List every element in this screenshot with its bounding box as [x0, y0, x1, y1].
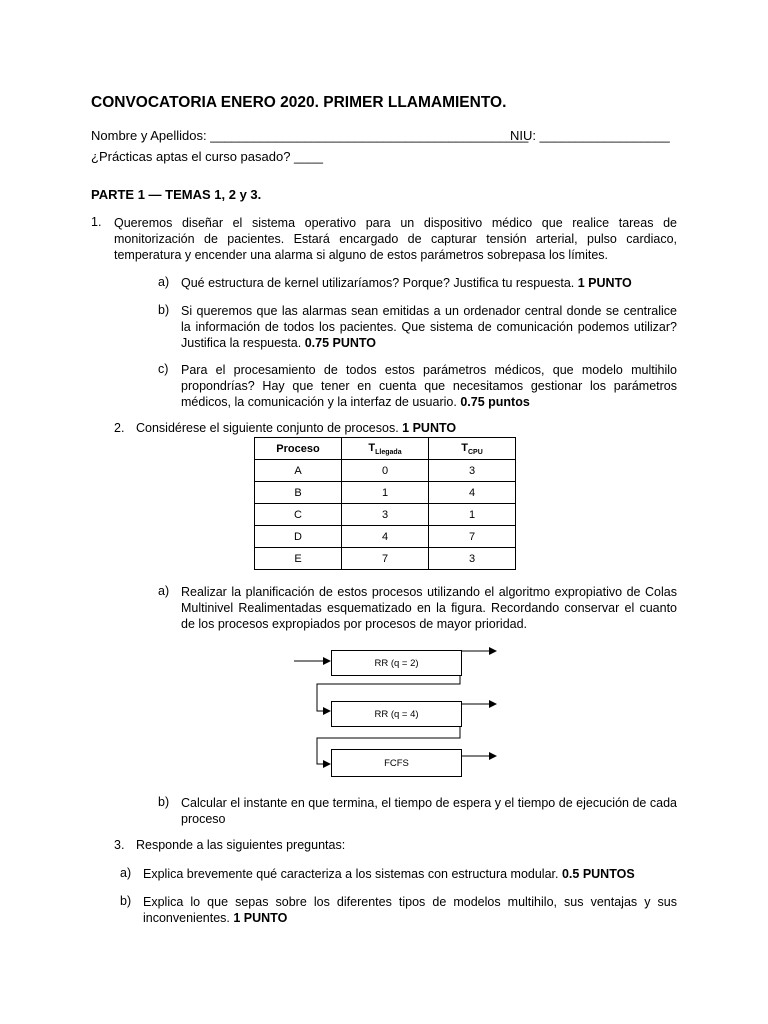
cell-llegada: 0	[342, 460, 429, 482]
q3-number: 3.	[114, 838, 125, 852]
table-row	[255, 548, 516, 570]
q3b-points: 1 PUNTO	[233, 911, 288, 925]
cell-cpu: 7	[429, 526, 516, 548]
table-header-row	[255, 438, 516, 460]
q3b-item	[143, 894, 677, 926]
q3-text: Responde a las siguientes preguntas:	[136, 838, 346, 852]
cell-cpu: 4	[429, 482, 516, 504]
q1b-text: Si queremos que las alarmas sean emitidas a un ordenador central donde se centralice la información de todos los pacientes. Que sistema de comunicación podemos utilizar? Justifica la respuesta.	[181, 304, 677, 350]
q3a-points: 0.5 PUNTOS	[561, 867, 635, 881]
q2b-text: Calcular el instante en que termina, el tiempo de espera y el tiempo de ejecución de cada proceso	[181, 796, 677, 826]
cell-proceso: C	[255, 504, 342, 526]
cell-llegada: 4	[342, 526, 429, 548]
q1b-points: 0.75 PUNTO	[304, 336, 377, 350]
q2-number: 2.	[114, 421, 125, 435]
table-row	[255, 482, 516, 504]
part1-heading: PARTE 1 — TEMAS 1, 2 y 3.	[91, 187, 262, 202]
header-t-llegada: $T_{Llegada}$	[342, 438, 429, 460]
cell-proceso: A	[255, 460, 342, 482]
q3a-text: Explica brevemente qué caracteriza a los sistemas con estructura modular.	[143, 867, 559, 881]
process-table	[254, 437, 516, 570]
cell-llegada: 3	[342, 504, 429, 526]
cell-proceso: E	[255, 548, 342, 570]
q2-points: 1 PUNTO	[402, 421, 457, 435]
queue-rr-q2: RR (q = 2)	[331, 650, 462, 676]
table-row	[255, 504, 516, 526]
q3a-item	[143, 866, 677, 882]
page-title: CONVOCATORIA ENERO 2020. PRIMER LLAMAMIENTO.	[91, 94, 507, 111]
q1b-item	[181, 303, 677, 351]
name-field-label: Nombre y Apellidos: ____________________________________________	[91, 128, 529, 143]
niu-field-label: NIU: __________________	[510, 128, 670, 143]
cell-cpu: 3	[429, 460, 516, 482]
q1-number: 1.	[91, 215, 102, 229]
cell-cpu: 3	[429, 548, 516, 570]
q1a-text: Qué estructura de kernel utilizaríamos? Porque? Justifica tu respuesta.	[181, 276, 575, 290]
cell-proceso: D	[255, 526, 342, 548]
cell-cpu: 1	[429, 504, 516, 526]
q1a-points: 1 PUNTO	[577, 276, 632, 290]
q2-text: Considérese el siguiente conjunto de procesos.	[136, 421, 399, 435]
q3a-label: a)	[120, 866, 132, 880]
header-t-cpu: $T_{CPU}$	[429, 438, 516, 460]
q1c-item	[181, 362, 677, 410]
q2b-label: b)	[158, 795, 170, 809]
q1a-label: a)	[158, 275, 170, 289]
table-row	[255, 526, 516, 548]
queue-fcfs: FCFS	[331, 749, 462, 777]
q1c-label: c)	[158, 362, 169, 376]
q2a-label: a)	[158, 584, 170, 598]
header-proceso: Proceso	[255, 438, 342, 460]
practicas-field-label: ¿Prácticas aptas el curso pasado? ____	[91, 149, 323, 164]
q3b-text: Explica lo que sepas sobre los diferentes tipos de modelos multihilo, sus ventajas y sus inconvenientes.	[143, 895, 677, 925]
q1c-text: Para el procesamiento de todos estos parámetros médicos, que modelo multihilo propondrías? Hay que tener en cuenta que necesitamos gestionar los parámetros médicos, la comunicación y la interfaz de usuario.	[181, 363, 677, 409]
table-row	[255, 460, 516, 482]
q1-text: Queremos diseñar el sistema operativo para un dispositivo médico que realice tareas de monitorización de pacientes. Estará encargado de capturar tensión arterial, pulso cardiaco, temperatura y encender una alarma si alguno de estos parámetros sobrepasa los límites.	[114, 216, 677, 262]
cell-proceso: B	[255, 482, 342, 504]
queue-rr-q4: RR (q = 4)	[331, 701, 462, 727]
q1b-label: b)	[158, 303, 170, 317]
q3b-label: b)	[120, 894, 132, 908]
cell-llegada: 7	[342, 548, 429, 570]
q1c-points: 0.75 puntos	[460, 395, 530, 409]
cell-llegada: 1	[342, 482, 429, 504]
q2a-text: Realizar la planificación de estos procesos utilizando el algoritmo expropiativo de Colas Multinivel Realimentadas esquematizado en la figura. Recordando conservar el cuanto de los procesos expropiados por procesos de mayor prioridad.	[181, 585, 677, 631]
q1a-item	[181, 275, 677, 291]
q2-item	[136, 421, 456, 435]
